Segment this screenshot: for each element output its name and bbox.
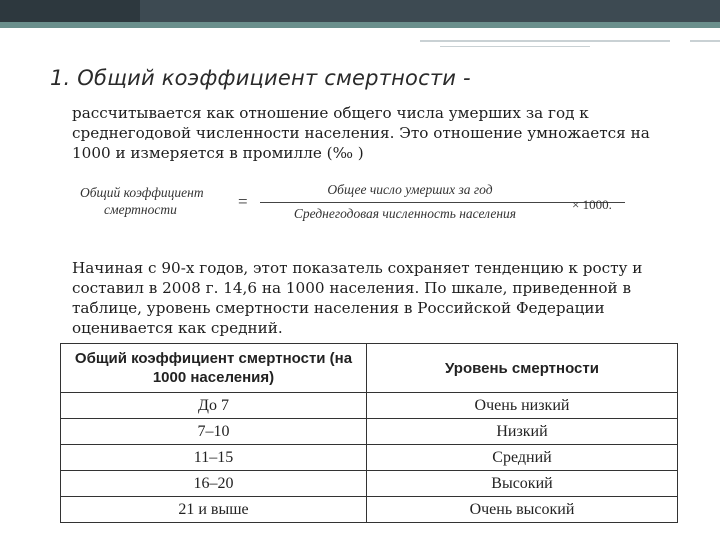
table-row	[61, 419, 678, 445]
mortality-table	[60, 343, 678, 523]
table-cell: 11–15	[61, 445, 367, 471]
top-bar-accent-stripe	[0, 22, 720, 28]
table-cell: Очень высокий	[367, 497, 678, 523]
decorative-rule	[420, 40, 670, 42]
table-cell: Низкий	[367, 419, 678, 445]
table-row	[61, 445, 678, 471]
decorative-rule	[690, 40, 720, 42]
formula-fraction-bar	[260, 202, 625, 203]
table-row	[61, 393, 678, 419]
table-cell: 7–10	[61, 419, 367, 445]
table-header-cell: Уровень смертности	[367, 344, 678, 393]
formula-numerator: Общее число умерших за год	[327, 182, 493, 197]
table-cell: 16–20	[61, 471, 367, 497]
formula	[80, 182, 640, 232]
formula-equals: =	[238, 192, 248, 211]
definition-text: рассчитывается как отношение общего числа умерших за год к среднегодовой численности населения. Это отношение умножается на 1000 и измеряется в промилле (‰ )	[72, 104, 650, 162]
formula-multiplier: × 1000.	[572, 197, 612, 212]
formula-left-side	[80, 184, 204, 218]
top-bar-dark-segment	[0, 0, 140, 22]
slide-title: 1. Общий коэффициент смертности -	[50, 66, 471, 90]
table-cell: До 7	[61, 393, 367, 419]
table-cell: 21 и выше	[61, 497, 367, 523]
formula-left-line2: смертности	[104, 202, 177, 217]
paragraph-2: Начиная с 90-х годов, этот показатель сохраняет тенденцию к росту и составил в 2008 г. 14,6 на 1000 населения. По шкале, приведенной в таблице, уровень смертности населения в Российской Федерации оценивается как средний.	[72, 259, 643, 337]
table-header-row	[61, 344, 678, 393]
table-header-cell: Общий коэффициент смертности (на 1000 населения)	[61, 344, 367, 393]
table-cell: Средний	[367, 445, 678, 471]
table-cell: Высокий	[367, 471, 678, 497]
table-row	[61, 471, 678, 497]
decorative-rule	[440, 46, 590, 47]
formula-denominator: Среднегодовая численность населения	[293, 206, 517, 221]
table-cell: Очень низкий	[367, 393, 678, 419]
top-decorative-bar	[0, 0, 720, 22]
table-row	[61, 497, 678, 523]
formula-left-line1: Общий коэффициент	[80, 185, 204, 200]
